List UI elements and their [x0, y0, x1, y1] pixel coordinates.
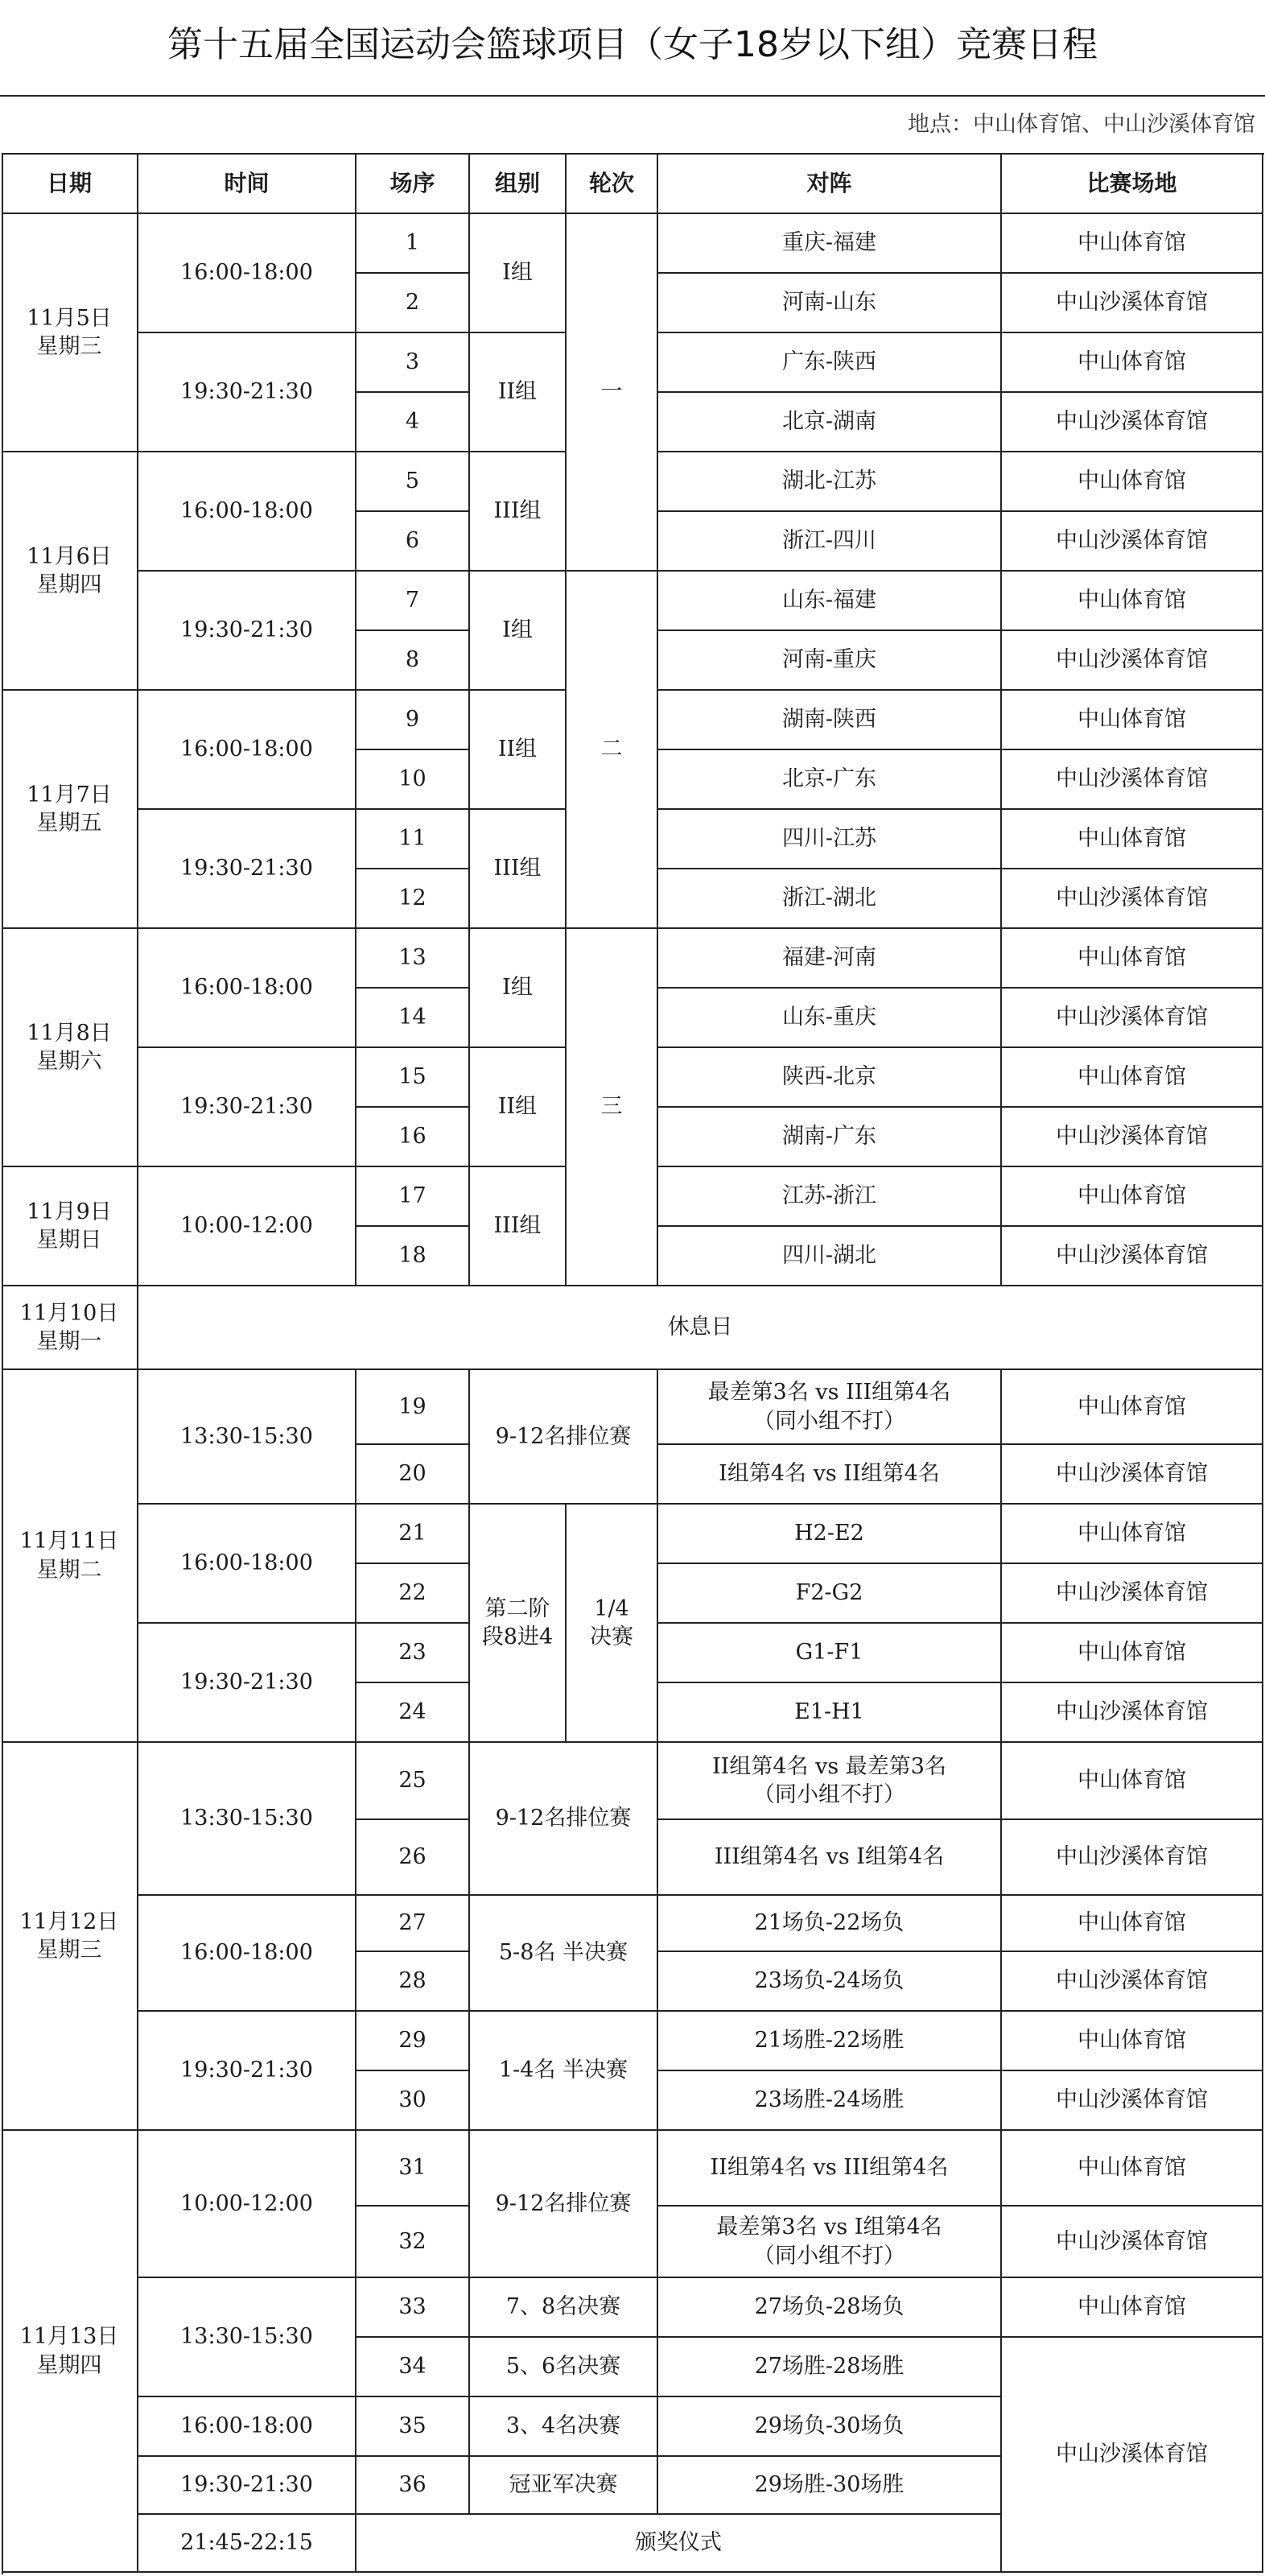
- time-slot: 19:30-21:30: [138, 333, 356, 452]
- time-slot: 19:30-21:30: [138, 2457, 356, 2515]
- game-match: 最差第3名 vs I组第4名 （同小组不打）: [658, 2207, 1002, 2278]
- game-seq: 8: [356, 631, 470, 691]
- game-match: 广东-陕西: [658, 333, 1002, 393]
- game-seq: 23: [356, 1624, 470, 1683]
- group-cell: III组: [470, 810, 567, 929]
- game-match: I组第4名 vs II组第4名: [658, 1445, 1002, 1505]
- time-slot: 16:00-18:00: [138, 452, 356, 572]
- game-match: H2-E2: [658, 1505, 1002, 1564]
- game-match: 湖北-江苏: [658, 452, 1002, 512]
- game-venue: 中山体育馆: [1002, 929, 1263, 989]
- time-slot: 10:00-12:00: [138, 1167, 356, 1286]
- group-cell: 1-4名 半决赛: [470, 2012, 658, 2131]
- round-cell: 1/4 决赛: [567, 1505, 658, 1743]
- group-cell: 冠亚军决赛: [470, 2457, 658, 2515]
- group-cell: 5、6名决赛: [470, 2338, 658, 2397]
- game-seq: 22: [356, 1564, 470, 1624]
- game-venue: 中山体育馆: [1002, 1896, 1263, 1952]
- game-match: 27场负-28场负: [658, 2278, 1002, 2338]
- date-cell: 11月10日 星期一: [2, 1286, 138, 1370]
- game-seq: 10: [356, 750, 470, 810]
- game-seq: 7: [356, 572, 470, 631]
- game-match: 福建-河南: [658, 929, 1002, 989]
- game-venue: 中山体育馆: [1002, 1624, 1263, 1683]
- game-venue: 中山体育馆: [1002, 1370, 1263, 1445]
- game-venue: 中山沙溪体育馆: [1002, 869, 1263, 929]
- game-seq: 11: [356, 810, 470, 869]
- game-match: 21场负-22场负: [658, 1896, 1002, 1952]
- game-seq: 28: [356, 1952, 470, 2012]
- date-cell: 11月5日 星期三: [2, 214, 138, 452]
- game-match: II组第4名 vs III组第4名: [658, 2131, 1002, 2207]
- date-cell: 11月7日 星期五: [2, 691, 138, 929]
- game-match: G1-F1: [658, 1624, 1002, 1683]
- game-seq: 15: [356, 1048, 470, 1108]
- game-seq: 18: [356, 1227, 470, 1286]
- game-match: 湖南-广东: [658, 1108, 1002, 1167]
- header-time: 时间: [138, 155, 356, 214]
- game-venue: 中山体育馆: [1002, 452, 1263, 512]
- game-seq: 2: [356, 274, 470, 333]
- game-venue: 中山体育馆: [1002, 1167, 1263, 1227]
- date-cell: 11月12日 星期三: [2, 1743, 138, 2131]
- group-cell: III组: [470, 452, 567, 572]
- game-match: E1-H1: [658, 1683, 1002, 1743]
- game-venue: 中山体育馆: [1002, 1743, 1263, 1820]
- game-seq: 16: [356, 1108, 470, 1167]
- game-match: 29场胜-30场胜: [658, 2457, 1002, 2515]
- game-venue: 中山沙溪体育馆: [1002, 1820, 1263, 1896]
- time-slot: 13:30-15:30: [138, 1370, 356, 1505]
- game-seq: 34: [356, 2338, 470, 2397]
- time-slot: 19:30-21:30: [138, 1048, 356, 1167]
- game-venue: 中山沙溪体育馆: [1002, 512, 1263, 572]
- game-venue: 中山沙溪体育馆: [1002, 393, 1263, 452]
- game-seq: 20: [356, 1445, 470, 1505]
- game-match: 浙江-四川: [658, 512, 1002, 572]
- game-seq: 36: [356, 2457, 470, 2515]
- game-seq: 35: [356, 2397, 470, 2457]
- date-cell: 11月11日 星期二: [2, 1370, 138, 1743]
- award-ceremony: 颁奖仪式: [356, 2515, 1002, 2573]
- time-slot: 16:00-18:00: [138, 2397, 356, 2457]
- game-venue: 中山沙溪体育馆: [1002, 1108, 1263, 1167]
- game-venue: 中山体育馆: [1002, 2278, 1263, 2338]
- game-venue: 中山体育馆: [1002, 2012, 1263, 2071]
- group-cell: 9-12名排位赛: [470, 1743, 658, 1896]
- game-venue: 中山体育馆: [1002, 214, 1263, 274]
- game-match: F2-G2: [658, 1564, 1002, 1624]
- game-match: 陕西-北京: [658, 1048, 1002, 1108]
- page-title: 第十五届全国运动会篮球项目（女子18岁以下组）竞赛日程: [167, 24, 1098, 65]
- time-slot: 19:30-21:30: [138, 2012, 356, 2131]
- game-seq: 12: [356, 869, 470, 929]
- header-match: 对阵: [658, 155, 1002, 214]
- game-seq: 27: [356, 1896, 470, 1952]
- game-seq: 21: [356, 1505, 470, 1564]
- group-cell: II组: [470, 691, 567, 810]
- game-seq: 3: [356, 333, 470, 393]
- game-seq: 26: [356, 1820, 470, 1896]
- game-venue: 中山沙溪体育馆: [1002, 1227, 1263, 1286]
- group-cell: 7、8名决赛: [470, 2278, 658, 2338]
- game-match: II组第4名 vs 最差第3名 （同小组不打）: [658, 1743, 1002, 1820]
- game-seq: 17: [356, 1167, 470, 1227]
- time-slot: 16:00-18:00: [138, 1505, 356, 1624]
- game-venue: 中山体育馆: [1002, 333, 1263, 393]
- round-cell: 一: [567, 214, 658, 572]
- game-seq: 30: [356, 2071, 470, 2131]
- group-cell: III组: [470, 1167, 567, 1286]
- game-match: 北京-广东: [658, 750, 1002, 810]
- group-cell: I组: [470, 929, 567, 1048]
- game-venue: 中山体育馆: [1002, 2131, 1263, 2207]
- game-seq: 4: [356, 393, 470, 452]
- header-venue: 比赛场地: [1002, 155, 1263, 214]
- game-venue: 中山体育馆: [1002, 1505, 1263, 1564]
- game-match: 江苏-浙江: [658, 1167, 1002, 1227]
- group-cell: 第二阶段8进4: [470, 1505, 567, 1743]
- game-venue: 中山沙溪体育馆: [1002, 2207, 1263, 2278]
- game-match: 山东-福建: [658, 572, 1002, 631]
- header-round: 轮次: [567, 155, 658, 214]
- game-venue: 中山体育馆: [1002, 810, 1263, 869]
- game-venue: 中山沙溪体育馆: [1002, 274, 1263, 333]
- game-match: III组第4名 vs I组第4名: [658, 1820, 1002, 1896]
- time-slot: 19:30-21:30: [138, 572, 356, 691]
- group-cell: 3、4名决赛: [470, 2397, 658, 2457]
- game-venue: 中山体育馆: [1002, 691, 1263, 750]
- group-cell: I组: [470, 214, 567, 333]
- game-seq: 14: [356, 989, 470, 1048]
- game-venue: 中山沙溪体育馆: [1002, 989, 1263, 1048]
- game-venue: 中山体育馆: [1002, 572, 1263, 631]
- time-slot: 16:00-18:00: [138, 929, 356, 1048]
- game-venue: 中山沙溪体育馆: [1002, 631, 1263, 691]
- game-seq: 24: [356, 1683, 470, 1743]
- date-cell: 11月13日 星期四: [2, 2131, 138, 2573]
- header-group: 组别: [470, 155, 567, 214]
- game-seq: 6: [356, 512, 470, 572]
- game-match: 河南-山东: [658, 274, 1002, 333]
- group-cell: I组: [470, 572, 567, 691]
- game-venue: 中山沙溪体育馆: [1002, 750, 1263, 810]
- group-cell: 9-12名排位赛: [470, 1370, 658, 1505]
- game-seq: 32: [356, 2207, 470, 2278]
- game-venue: 中山沙溪体育馆: [1002, 1952, 1263, 2012]
- group-cell: 9-12名排位赛: [470, 2131, 658, 2278]
- round-cell: 二: [567, 572, 658, 929]
- game-venue: 中山体育馆: [1002, 1048, 1263, 1108]
- game-seq: 9: [356, 691, 470, 750]
- date-cell: 11月8日 星期六: [2, 929, 138, 1167]
- game-venue-merged: 中山沙溪体育馆: [1002, 2338, 1263, 2573]
- time-slot: 16:00-18:00: [138, 214, 356, 333]
- game-venue: 中山沙溪体育馆: [1002, 2071, 1263, 2131]
- round-cell: 三: [567, 929, 658, 1286]
- game-venue: 中山沙溪体育馆: [1002, 1564, 1263, 1624]
- game-seq: 33: [356, 2278, 470, 2338]
- venue-note: 地点：中山体育馆、中山沙溪体育馆: [908, 112, 1255, 137]
- game-match: 浙江-湖北: [658, 869, 1002, 929]
- game-match: 最差第3名 vs III组第4名 （同小组不打）: [658, 1370, 1002, 1445]
- time-slot: 19:30-21:30: [138, 1624, 356, 1743]
- game-match: 四川-江苏: [658, 810, 1002, 869]
- game-seq: 5: [356, 452, 470, 512]
- group-cell: II组: [470, 1048, 567, 1167]
- game-match: 23场胜-24场胜: [658, 2071, 1002, 2131]
- game-match: 湖南-陕西: [658, 691, 1002, 750]
- game-match: 北京-湖南: [658, 393, 1002, 452]
- game-match: 山东-重庆: [658, 989, 1002, 1048]
- group-cell: 5-8名 半决赛: [470, 1896, 658, 2012]
- header-date: 日期: [2, 155, 138, 214]
- rest-day: 休息日: [138, 1286, 1263, 1370]
- game-seq: 29: [356, 2012, 470, 2071]
- time-slot: 21:45-22:15: [138, 2515, 356, 2573]
- game-match: 21场胜-22场胜: [658, 2012, 1002, 2071]
- time-slot: 19:30-21:30: [138, 810, 356, 929]
- title-divider: [0, 95, 1265, 97]
- time-slot: 13:30-15:30: [138, 1743, 356, 1896]
- game-seq: 31: [356, 2131, 470, 2207]
- time-slot: 16:00-18:00: [138, 1896, 356, 2012]
- game-seq: 25: [356, 1743, 470, 1820]
- game-match: 河南-重庆: [658, 631, 1002, 691]
- game-match: 重庆-福建: [658, 214, 1002, 274]
- header-seq: 场序: [356, 155, 470, 214]
- time-slot: 13:30-15:30: [138, 2278, 356, 2397]
- game-match: 27场胜-28场胜: [658, 2338, 1002, 2397]
- time-slot: 10:00-12:00: [138, 2131, 356, 2278]
- date-cell: 11月9日 星期日: [2, 1167, 138, 1286]
- group-cell: II组: [470, 333, 567, 452]
- game-match: 四川-湖北: [658, 1227, 1002, 1286]
- game-venue: 中山沙溪体育馆: [1002, 1683, 1263, 1743]
- game-seq: 1: [356, 214, 470, 274]
- time-slot: 16:00-18:00: [138, 691, 356, 810]
- date-cell: 11月6日 星期四: [2, 452, 138, 691]
- game-venue: 中山沙溪体育馆: [1002, 1445, 1263, 1505]
- game-seq: 13: [356, 929, 470, 989]
- game-match: 29场负-30场负: [658, 2397, 1002, 2457]
- game-match: 23场负-24场负: [658, 1952, 1002, 2012]
- game-seq: 19: [356, 1370, 470, 1445]
